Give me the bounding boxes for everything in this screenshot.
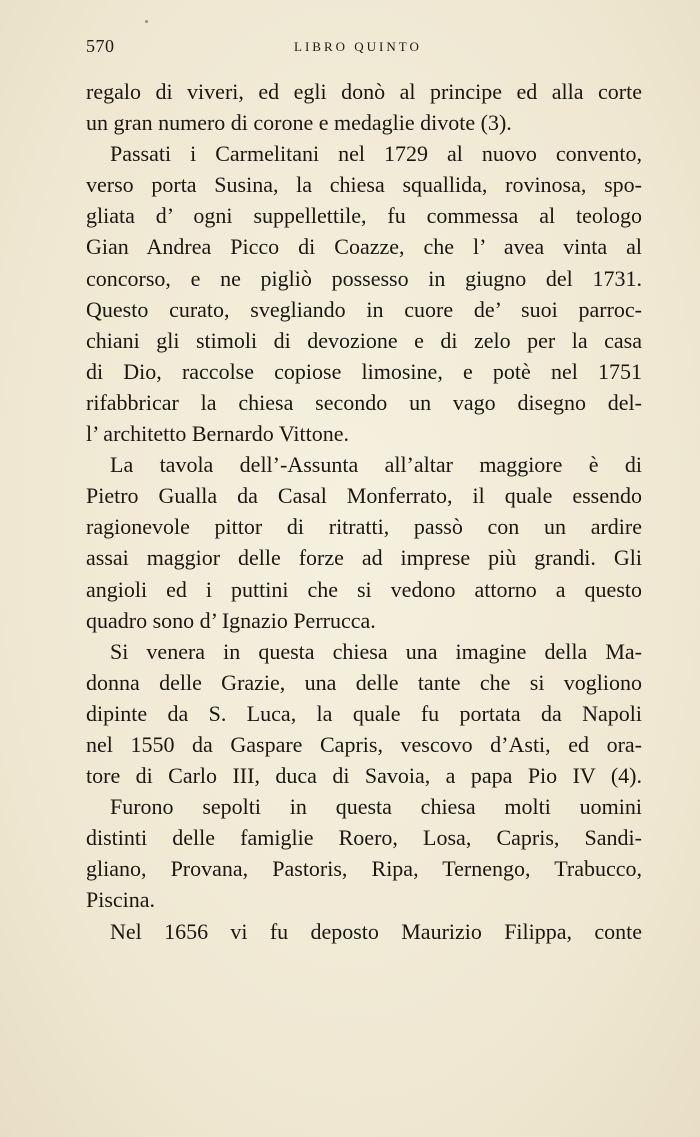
text-line: tore di Carlo III, duca di Savoia, a papa Pio IV (4). bbox=[86, 763, 642, 789]
text-line: ragionevole pittor di ritratti, passò con un ardire bbox=[86, 514, 642, 540]
body-text bbox=[86, 76, 642, 947]
text-line: distinti delle famiglie Roero, Losa, Capris, Sandi- bbox=[86, 825, 642, 851]
running-head: LIBRO QUINTO bbox=[294, 39, 422, 54]
text-line: Pietro Gualla da Casal Monferrato, il quale essendo bbox=[86, 483, 642, 509]
text-line: assai maggior delle forze ad imprese più grandi. Gli bbox=[86, 545, 642, 571]
text-line: l’ architetto Bernardo Vittone. bbox=[86, 421, 350, 447]
text-line: Nel 1656 vi fu deposto Maurizio Filippa, conte bbox=[110, 918, 642, 944]
text-line: quadro sono d’ Ignazio Perrucca. bbox=[86, 607, 376, 633]
text-line: La tavola dell’-Assunta all’altar maggiore è di bbox=[110, 452, 642, 478]
text-line: angioli ed i puttini che si vedono attorno a questo bbox=[86, 576, 642, 602]
text-line: Furono sepolti in questa chiesa molti uomini bbox=[110, 794, 642, 820]
text-line: gliano, Provana, Pastoris, Ripa, Ternengo, Trabucco, bbox=[86, 856, 642, 882]
page-number: 570 bbox=[86, 36, 115, 56]
text-line: regalo di viveri, ed egli donò al principe ed alla corte bbox=[86, 79, 642, 104]
ink-speck bbox=[145, 20, 148, 23]
text-line: Questo curato, svegliando in cuore de’ suoi parroc- bbox=[86, 296, 642, 322]
text-line: dipinte da S. Luca, la quale fu portata da Napoli bbox=[86, 700, 642, 726]
text-line: Si venera in questa chiesa una imagine della Ma- bbox=[110, 638, 642, 664]
text-line: Gian Andrea Picco di Coazze, che l’ avea vinta al bbox=[86, 234, 642, 260]
text-line: chiani gli stimoli di devozione e di zelo per la casa bbox=[86, 327, 642, 353]
text-line: concorso, e ne pigliò possesso in giugno del 1731. bbox=[86, 265, 642, 291]
text-line: di Dio, raccolse copiose limosine, e potè nel 1751 bbox=[86, 358, 642, 384]
text-line: verso porta Susina, la chiesa squallida, rovinosa, spo- bbox=[86, 172, 642, 198]
text-line: nel 1550 da Gaspare Capris, vescovo d’Asti, ed ora- bbox=[86, 731, 642, 757]
text-line: rifabbricar la chiesa secondo un vago disegno del- bbox=[86, 389, 642, 415]
text-line: donna delle Grazie, una delle tante che si vogliono bbox=[86, 669, 642, 695]
text-line: Piscina. bbox=[86, 887, 156, 913]
text-line: gliata d’ ogni suppellettile, fu commessa al teologo bbox=[86, 203, 642, 229]
text-line: Passati i Carmelitani nel 1729 al nuovo convento, bbox=[110, 141, 642, 167]
text-line: un gran numero di corone e medaglie divote (3). bbox=[86, 110, 512, 136]
page-header bbox=[86, 36, 642, 58]
